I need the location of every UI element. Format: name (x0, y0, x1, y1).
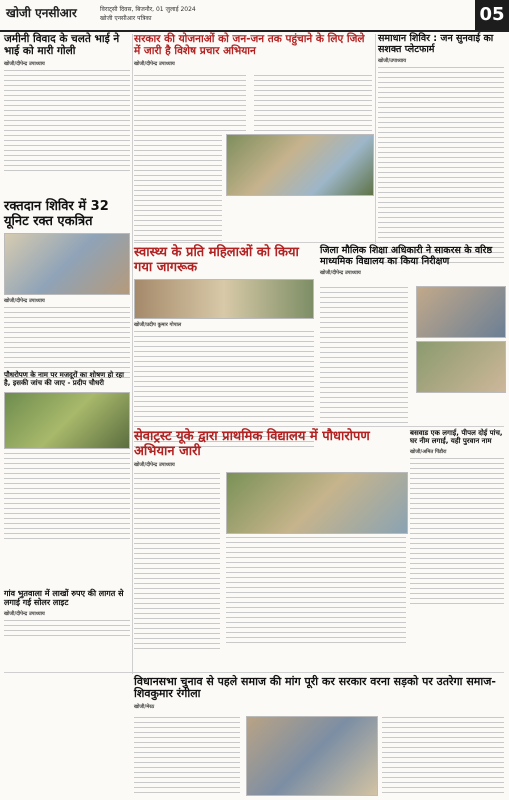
body-govt-schemes-b (254, 74, 372, 134)
body-plantation-labour (4, 452, 130, 542)
body-assembly-election-b (382, 716, 504, 794)
headline-women-health: स्वास्थ्य के प्रति महिलाओं को किया गया जागरूक (134, 245, 299, 275)
body-school-plantation-b (226, 536, 406, 646)
body-blood-camp (4, 306, 130, 381)
story-village-solar (4, 590, 130, 639)
byline-education-officer: खोजी/दीपेन्द्र उपाध्याय (320, 270, 361, 277)
photo-govt-schemes (226, 134, 374, 196)
body-village-solar (4, 619, 130, 639)
byline-samadhan: खोजी/उपाध्याय (378, 58, 407, 65)
story-govt-schemes (134, 34, 372, 67)
row-divider (134, 242, 504, 243)
story-women-health (134, 246, 314, 450)
photo-women-health (134, 279, 314, 319)
column-divider (132, 34, 133, 674)
story-tree-campaign (410, 430, 504, 607)
story-plantation-labour (4, 372, 130, 542)
masthead-subtitle: खोजी एनसीआर पत्रिका (100, 15, 152, 22)
masthead-meta (100, 5, 196, 23)
masthead (0, 0, 509, 32)
byline-women-health: खोजी/प्रदीप कुमार गोपाल (134, 322, 182, 329)
byline-blood-camp: खोजी/दीपेन्द्र उपाध्याय (4, 298, 45, 305)
headline-assembly-election: विधानसभा चुनाव से पहले समाज की मांग पूरी कर सरकार वरना सड़को पर उतरेगा समाज-शिवकुमार रंगीला (134, 675, 496, 701)
headline-education-officer: जिला मौलिक शिक्षा अधिकारी ने साकरस के वरिष्ठ माध्यमिक विद्यालय का किया निरीक्षण (320, 245, 493, 267)
byline-village-solar: खोजी/दीपेन्द्र उपाध्याय (4, 610, 45, 617)
headline-plantation-labour: पौधरोपण के नाम पर मजदूरों का शोषण हो रहा है, इसकी जांच की जाए - प्रदीप चौधरी (4, 371, 124, 387)
story-land-dispute (4, 34, 130, 174)
headline-blood-camp: रक्तदान शिविर में 32 यूनिट रक्त एकत्रित (4, 199, 109, 229)
photo-education-officer-2 (416, 341, 506, 393)
byline-school-plantation: खोजी/दीपेन्द्र उपाध्याय (134, 462, 175, 469)
headline-land-dispute: जमीनी विवाद के चलते भाई ने भाई को मारी गोली (4, 33, 120, 57)
photo-education-officer-1 (416, 286, 506, 338)
story-samadhan (378, 34, 504, 266)
story-school-plantation (134, 430, 406, 468)
headline-school-plantation: सेवाट्रस्ट यूके द्वारा प्राथमिक विद्यालय में पौधारोपण अभियान जारी (134, 429, 370, 459)
photo-plantation-labour (4, 392, 130, 449)
masthead-date: विराट्सी दिवस, बिजनौर, 01 जुलाई 2024 (100, 6, 196, 13)
body-govt-schemes-c (134, 134, 222, 244)
body-education-officer (320, 286, 408, 426)
byline-tree-campaign: खोजी/अमित पिंडौरा (410, 448, 447, 455)
byline-assembly-election: खोजी/मेरठ (134, 703, 155, 710)
photo-assembly-election (246, 716, 378, 796)
body-tree-campaign (410, 457, 504, 607)
body-land-dispute (4, 69, 130, 174)
story-assembly-election (134, 676, 504, 796)
column-divider (375, 34, 376, 244)
paper-logo: खोजी एनसीआर (6, 6, 77, 20)
byline-govt-schemes: खोजी/दीपेन्द्र उपाध्याय (134, 60, 175, 67)
body-assembly-election-a (134, 716, 240, 794)
row-divider (4, 672, 504, 673)
story-blood-camp (4, 200, 130, 381)
photo-school-plantation (226, 472, 408, 534)
row-divider (134, 426, 504, 427)
story-education-officer (320, 246, 504, 276)
body-govt-schemes-a (134, 74, 246, 134)
byline-land-dispute: खोजी/दीपेन्द्र उपाध्याय (4, 60, 45, 67)
headline-govt-schemes: सरकार की योजनाओं को जन-जन तक पहुंचाने के लिए जिले में जारी है विशेष प्रचार अभियान (134, 33, 365, 57)
body-samadhan (378, 66, 504, 266)
photo-blood-camp (4, 233, 130, 295)
page-number: 05 (475, 0, 509, 30)
headline-samadhan: समाधान शिविर : जन सुनवाई का सशक्त प्लेटफार्म (378, 33, 494, 55)
body-school-plantation-a (134, 472, 220, 652)
headline-village-solar: गांव भुतवाला में लाखों रुपए की लागत से लगाई गई सोलर लाइट (4, 589, 124, 607)
headline-tree-campaign: बसवाड एक लगाई, पीपल दोई पांच, घर नीम लगाई, यही पुरवान नाम (410, 429, 503, 445)
